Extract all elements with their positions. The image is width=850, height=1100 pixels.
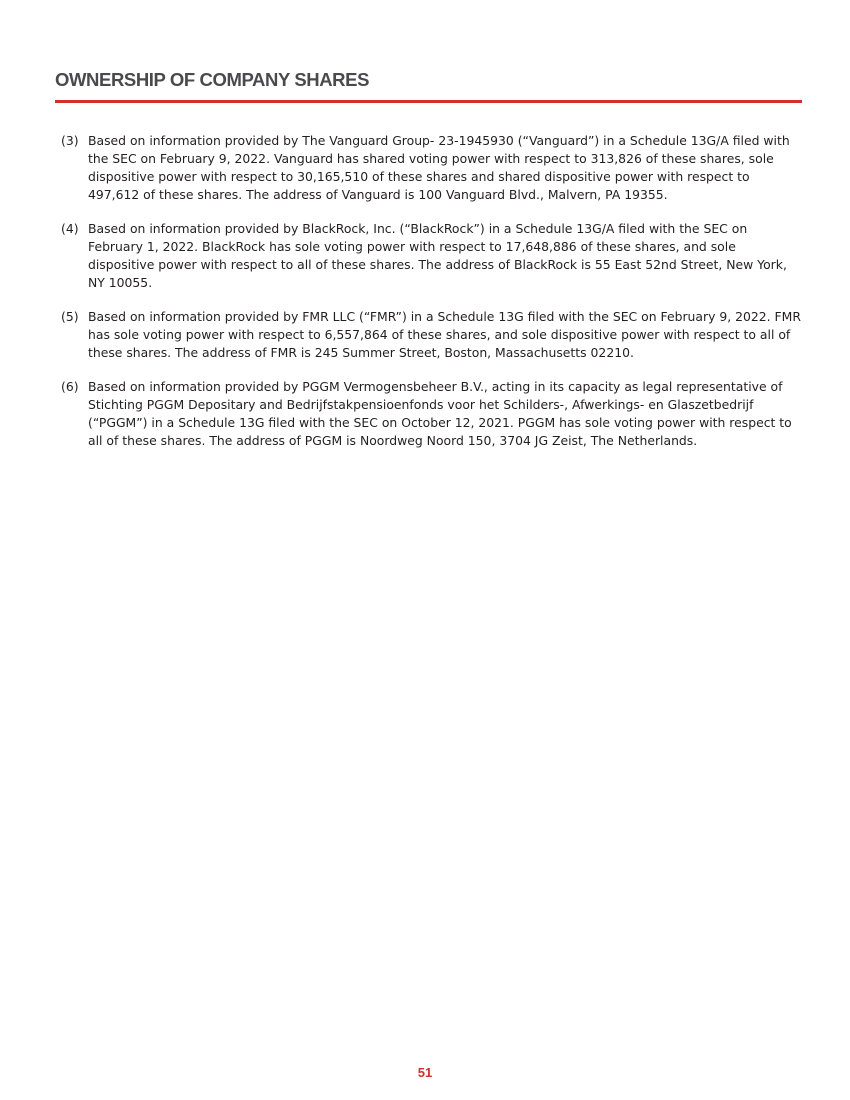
footnote-4 bbox=[61, 220, 801, 292]
footnote-text: Based on information provided by The Vanguard Group- 23-1945930 (“Vanguard”) in a Schedule 13G/A filed with the SEC on February 9, 2022. Vanguard has shared voting power with respect to 313,826 of these shares, sole dispositive power with respect to 30,165,510 of these shares and shared dispositive power with respect to 497,612 of these shares. The address of Vanguard is 100 Vanguard Blvd., Malvern, PA 19355. bbox=[88, 133, 790, 202]
footnote-number: (6) bbox=[61, 379, 79, 394]
page-number: 51 bbox=[417, 1065, 433, 1080]
page-title: OWNERSHIP OF COMPANY SHARES bbox=[55, 69, 370, 90]
page-header bbox=[55, 68, 802, 103]
footnote-3 bbox=[61, 132, 801, 204]
footnote-list bbox=[61, 132, 801, 466]
footnote-number: (5) bbox=[61, 309, 79, 324]
footnote-5 bbox=[61, 308, 801, 362]
title-divider bbox=[55, 100, 802, 103]
footnote-6 bbox=[61, 378, 801, 450]
footnote-number: (4) bbox=[61, 221, 79, 236]
footnote-text: Based on information provided by PGGM Vermogensbeheer B.V., acting in its capacity as legal representative of Stichting PGGM Depositary and Bedrijfstakpensioenfonds voor het Schilders-, Afwerkings- en Glaszetbedrijf (“PGGM”) in a Schedule 13G filed with the SEC on October 12, 2021. PGGM has sole voting power with respect to all of these shares. The address of PGGM is Noordweg Noord 150, 3704 JG Zeist, The Netherlands. bbox=[88, 379, 792, 448]
footnote-text: Based on information provided by BlackRock, Inc. (“BlackRock”) in a Schedule 13G/A filed with the SEC on February 1, 2022. BlackRock has sole voting power with respect to 17,648,886 of these shares, and sole dispositive power with respect to all of these shares. The address of BlackRock is 55 East 52nd Street, New York, NY 10055. bbox=[88, 221, 787, 290]
footnote-text: Based on information provided by FMR LLC (“FMR”) in a Schedule 13G filed with the SEC on February 9, 2022. FMR has sole voting power with respect to 6,557,864 of these shares, and sole dispositive power with respect to all of these shares. The address of FMR is 245 Summer Street, Boston, Massachusetts 02210. bbox=[88, 309, 801, 360]
footnote-number: (3) bbox=[61, 133, 79, 148]
